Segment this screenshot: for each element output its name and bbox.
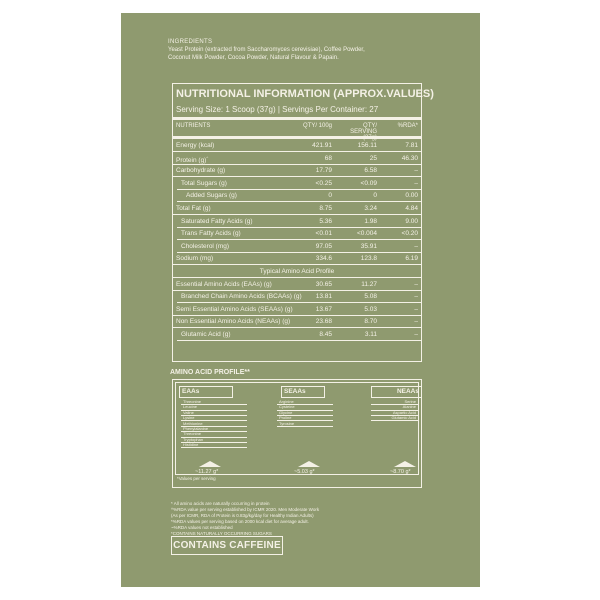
nutrient-name: Total Sugars (g) [181, 179, 227, 187]
amino-acid-name: Cysteine [279, 404, 295, 410]
row-divider [173, 315, 421, 316]
amino-profile-title: AMINO ACID PROFILE** [170, 369, 250, 376]
row-divider [177, 189, 421, 190]
footnote: * All amino acids are naturally occurring in protein [171, 501, 270, 506]
qty-per-100g: 334.6 [315, 255, 332, 263]
footnotes [171, 501, 319, 537]
qty-per-serving: 123.8 [360, 255, 377, 263]
qty-per-serving: 1.98 [364, 217, 377, 225]
qty-per-serving: 156.11 [357, 142, 377, 149]
amino-acid-name: Valine [183, 409, 194, 415]
qty-per-serving: 3.24 [364, 205, 377, 212]
qty-per-serving: 35.91 [360, 242, 377, 250]
amino-acid-name: Threonine [183, 399, 202, 404]
header-serving: QTY/ SERVING [350, 123, 377, 135]
ingredients-line: Yeast Protein (extracted from Saccharomyces cerevisiae), Coffee Powder, [168, 47, 365, 53]
nutrient-name: Added Sugars (g) [186, 192, 237, 200]
qty-per-serving: 3.11 [364, 331, 377, 338]
qty-per-100g: 8.75 [319, 205, 332, 212]
qty-per-100g: 68 [324, 154, 332, 162]
nutrient-name: Non Essential Amino Acids (NEAAs) (g) [176, 318, 291, 326]
amino-acid-name: Methionine [183, 420, 203, 426]
qty-per-100g: <0.01 [315, 230, 332, 238]
qty-per-serving: 5.03 [364, 305, 377, 313]
footnote: *CONTAINS NATURALLY OCCURRING SUGARS [171, 531, 272, 536]
amino-group-head: EAAs [179, 386, 233, 398]
rda-percent: – [414, 305, 418, 313]
nutrient-name: Total Fat (g) [176, 205, 211, 212]
ingredients-block [168, 38, 413, 62]
amino-acid-name: Glycine [279, 409, 293, 415]
footnote: (As per ICMR, RDA of Protein is 0.83g/kg/day for Healthy Indian Adults) [171, 513, 314, 518]
ingredients-line: Coconut Milk Powder, Cocoa Powder, Natural Flavour & Papain. [168, 55, 339, 61]
qty-per-100g: 8.45 [319, 331, 332, 338]
rda-percent: – [414, 331, 418, 338]
amino-group-head: NEAAs [371, 386, 422, 398]
qty-per-100g: 5.36 [319, 217, 332, 225]
caffeine-badge: CONTAINS CAFFEINE [171, 536, 283, 555]
qty-per-100g: 17.79 [315, 167, 332, 175]
thick-divider [173, 117, 421, 120]
qty-per-100g: 13.81 [315, 293, 332, 301]
amino-acid-name: Histidine [183, 442, 199, 448]
rda-percent: <0.20 [401, 230, 418, 238]
row-divider [177, 302, 421, 303]
rda-percent: – [414, 280, 418, 288]
total-arrow-icon [298, 461, 320, 467]
footnote: ~%RDA values not established [171, 525, 233, 530]
row-divider [177, 201, 421, 202]
row-divider [173, 176, 421, 177]
row-divider [173, 151, 421, 152]
footnote: *%RDA values per serving based on 2000 kcal diet for average adult. [171, 519, 309, 524]
row-divider [173, 214, 421, 215]
row-divider [177, 340, 421, 341]
amino-acid-name: Arginine [279, 399, 294, 404]
qty-per-100g: 97.05 [315, 242, 332, 250]
row-divider [177, 227, 421, 228]
amino-row-divider [371, 420, 418, 421]
qty-per-100g: 13.67 [315, 305, 332, 313]
qty-per-serving: <0.004 [356, 230, 377, 238]
ingredients-heading: INGREDIENTS [168, 39, 213, 45]
qty-per-serving: 8.70 [364, 318, 377, 326]
amino-row-divider [277, 426, 333, 427]
rda-percent: 6.19 [405, 255, 418, 263]
nutrient-name: Trans Fatty Acids (g) [181, 230, 241, 238]
qty-per-100g: 0 [328, 192, 332, 200]
amino-group-head: SEAAs [281, 386, 325, 398]
rda-percent: 9.00 [405, 217, 418, 225]
amino-acid-name: Phenylalanine [183, 426, 209, 431]
nutrition-table [172, 83, 434, 362]
row-divider [173, 277, 421, 278]
row-divider [173, 164, 421, 165]
qty-per-100g: <0.25 [315, 179, 332, 187]
rda-percent: 4.84 [405, 205, 418, 212]
qty-per-serving: 11.27 [361, 280, 377, 288]
thick-divider [173, 136, 421, 139]
amino-group-total: ~11.27 g* [195, 469, 219, 475]
nutrient-name: Glutamic Acid (g) [181, 331, 231, 338]
amino-profile-subheading: Typical Amino Acid Profile [259, 268, 335, 275]
row-divider [177, 252, 421, 253]
header-nutrients: NUTRIENTS [176, 123, 211, 129]
rda-percent: – [414, 293, 418, 301]
amino-acid-name: Tyrosine [279, 420, 295, 426]
amino-acid-name: Lysine [183, 415, 195, 421]
nutrient-name: Essential Amino Acids (EAAs) (g) [176, 280, 272, 288]
amino-acid-name: Glutamic Acid [391, 415, 416, 421]
rda-percent: – [414, 167, 418, 175]
nutrient-name: Energy (kcal) [176, 142, 215, 149]
amino-acid-name: Proline [279, 415, 292, 421]
amino-acid-name: Alanine [402, 404, 416, 410]
qty-per-serving: <0.09 [360, 179, 377, 187]
amino-acid-name: Aspartic Acid [392, 409, 416, 415]
rda-percent: 7.81 [405, 142, 418, 149]
rda-percent: – [414, 318, 418, 326]
qty-per-100g: 23.68 [315, 318, 332, 326]
amino-acid-name: Serine [404, 399, 416, 404]
amino-row-divider [181, 447, 247, 448]
rda-percent: – [414, 179, 418, 187]
qty-per-serving: 0 [373, 192, 377, 200]
header-per100: QTY/ 100g [302, 123, 332, 129]
nutrient-name: Semi Essential Amino Acids (SEAAs) (g) [176, 305, 293, 313]
amino-profile-box [172, 379, 422, 488]
row-divider [173, 327, 421, 328]
nutrient-name: Cholesterol (mg) [181, 242, 230, 250]
nutrient-name: Sodium (mg) [176, 255, 214, 263]
qty-per-100g: 421.91 [312, 142, 332, 149]
amino-group-total: ~8.70 g* [390, 469, 411, 475]
nutrient-name: Branched Chain Amino Acids (BCAAs) (g) [181, 293, 302, 301]
row-divider [173, 264, 421, 265]
qty-per-100g: 30.65 [315, 280, 332, 288]
footnote: ^%RDA value per serving established by ICMR 2020. Men Moderate Work [171, 507, 320, 512]
serving-size: Serving Size: 1 Scoop (37g) | Servings Per Container: 27 [176, 105, 379, 114]
rda-percent: 0.00 [405, 192, 418, 200]
nutrient-name: Protein (g)^ [176, 154, 209, 164]
row-divider [177, 239, 421, 240]
qty-per-serving: 5.08 [364, 293, 377, 301]
nutrient-name: Carbohydrate (g) [176, 167, 226, 175]
label-panel [121, 13, 480, 587]
nutrient-name: Saturated Fatty Acids (g) [181, 217, 253, 225]
rda-percent: – [414, 242, 418, 250]
qty-per-serving: 6.58 [364, 167, 377, 175]
total-arrow-icon [394, 461, 416, 467]
nutrition-title: NUTRITIONAL INFORMATION (APPROX.VALUES) [176, 88, 434, 100]
amino-acid-name: Tryptophan [183, 436, 204, 442]
total-arrow-icon [199, 461, 221, 467]
per-serving-note: *Values per serving [177, 476, 216, 481]
row-divider [173, 290, 421, 291]
rda-percent: 46.30 [401, 154, 418, 162]
amino-acid-name: Leucine [183, 404, 198, 410]
qty-per-serving: 25 [369, 154, 377, 162]
footnote-mark: ^ [206, 154, 209, 160]
amino-group-total: ~5.03 g* [294, 469, 315, 475]
amino-acid-name: Threonine [183, 431, 202, 437]
header-rda: %RDA* [397, 123, 418, 129]
